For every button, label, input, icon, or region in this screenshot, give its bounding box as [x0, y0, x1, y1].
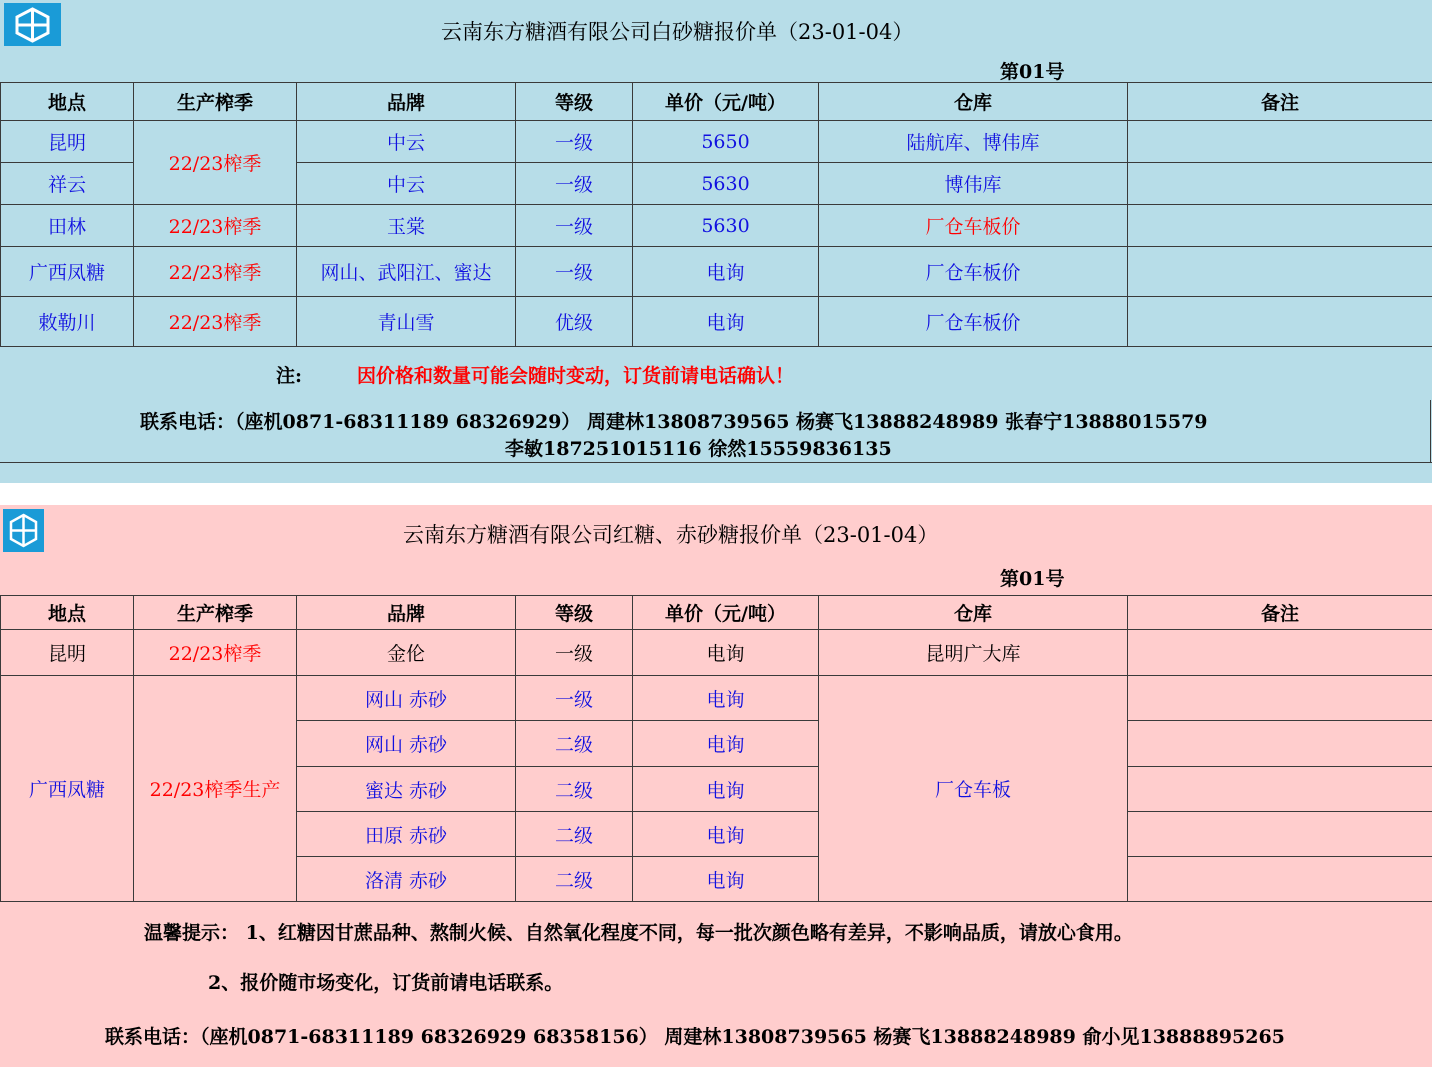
table-row: [1, 630, 1432, 676]
price-cell: 5650: [633, 121, 819, 163]
remark-cell: [1128, 630, 1432, 676]
remark-cell: [1128, 247, 1432, 297]
brown-sugar-price-sheet: [0, 505, 1432, 1067]
table-row: [1, 205, 1432, 247]
brand-cell: 网山、武阳江、蜜达: [297, 247, 516, 297]
season-cell: 22/23榨季: [134, 297, 297, 347]
grade-cell: 一级: [516, 163, 633, 205]
price-cell: 电询: [633, 247, 819, 297]
header-grade: 等级: [516, 596, 633, 630]
brand-cell: 田原 赤砂: [297, 812, 516, 857]
brand-cell: 中云: [297, 121, 516, 163]
warehouse-cell: 厂仓车板: [819, 676, 1128, 902]
price-cell: 电询: [633, 297, 819, 347]
warehouse-cell: 陆航库、博伟库: [819, 121, 1128, 163]
header-remark: 备注: [1128, 83, 1432, 121]
remark-cell: [1128, 812, 1432, 857]
price-cell: 5630: [633, 163, 819, 205]
grade-cell: 一级: [516, 247, 633, 297]
remark-cell: [1128, 676, 1432, 721]
remark-cell: [1128, 205, 1432, 247]
remark-cell: [1128, 163, 1432, 205]
brand-cell: 网山 赤砂: [297, 676, 516, 721]
white-sugar-price-table: [0, 82, 1432, 347]
grade-cell: 二级: [516, 857, 633, 902]
sheet-title: 云南东方糖酒有限公司白砂糖报价单（23-01-04）: [441, 20, 914, 44]
location-cell: 广西凤糖: [1, 676, 134, 902]
table-header-row: [1, 596, 1432, 630]
header-warehouse: 仓库: [819, 83, 1128, 121]
grade-cell: 一级: [516, 630, 633, 676]
tip-line-2: 2、报价随市场变化，订货前请电话联系。: [208, 972, 564, 994]
header-price: 单价（元/吨）: [633, 596, 819, 630]
price-cell: 电询: [633, 857, 819, 902]
remark-cell: [1128, 767, 1432, 812]
price-cell: 电询: [633, 676, 819, 721]
white-sugar-price-sheet: [0, 0, 1432, 483]
remark-cell: [1128, 121, 1432, 163]
warehouse-cell: 厂仓车板价: [819, 205, 1128, 247]
warehouse-cell: 厂仓车板价: [819, 297, 1128, 347]
grade-cell: 一级: [516, 205, 633, 247]
warehouse-cell: 厂仓车板价: [819, 247, 1128, 297]
warehouse-cell: 昆明广大库: [819, 630, 1128, 676]
header-brand: 品牌: [297, 596, 516, 630]
brand-cell: 洛清 赤砂: [297, 857, 516, 902]
price-cell: 电询: [633, 630, 819, 676]
contact-line-2: 李敏187251015116 徐然15559836135: [505, 438, 892, 460]
season-cell: 22/23榨季: [134, 121, 297, 205]
header-warehouse: 仓库: [819, 596, 1128, 630]
grade-cell: 一级: [516, 121, 633, 163]
grade-cell: 一级: [516, 676, 633, 721]
brand-cell: 蜜达 赤砂: [297, 767, 516, 812]
contact-line: 联系电话：（座机0871-68311189 68326929 68358156） 周建林13808739565 杨赛飞13888248989 俞小见13888895265: [105, 1026, 1285, 1048]
company-logo-icon: [4, 3, 61, 46]
brand-cell: 网山 赤砂: [297, 721, 516, 767]
brown-sugar-price-table: [0, 595, 1432, 902]
header-season: 生产榨季: [134, 83, 297, 121]
header-brand: 品牌: [297, 83, 516, 121]
table-header-row: [1, 83, 1432, 121]
table-row: [1, 297, 1432, 347]
grade-cell: 优级: [516, 297, 633, 347]
location-cell: 昆明: [1, 630, 134, 676]
price-cell: 5630: [633, 205, 819, 247]
header-price: 单价（元/吨）: [633, 83, 819, 121]
contact-line-1: 联系电话：（座机0871-68311189 68326929） 周建林13808739565 杨赛飞13888248989 张春宁13888015579: [140, 411, 1208, 433]
table-row: [1, 676, 1432, 721]
header-location: 地点: [1, 596, 134, 630]
header-remark: 备注: [1128, 596, 1432, 630]
brand-cell: 金伦: [297, 630, 516, 676]
remark-cell: [1128, 857, 1432, 902]
price-cell: 电询: [633, 812, 819, 857]
brand-cell: 中云: [297, 163, 516, 205]
grade-cell: 二级: [516, 812, 633, 857]
bottom-border: [0, 462, 1432, 463]
note-text: 因价格和数量可能会随时变动，订货前请电话确认！: [357, 365, 795, 387]
price-cell: 电询: [633, 767, 819, 812]
season-cell: 22/23榨季: [134, 205, 297, 247]
price-cell: 电询: [633, 721, 819, 767]
brand-cell: 玉棠: [297, 205, 516, 247]
location-cell: 祥云: [1, 163, 134, 205]
grade-cell: 二级: [516, 767, 633, 812]
season-cell: 22/23榨季生产: [134, 676, 297, 902]
header-grade: 等级: [516, 83, 633, 121]
season-cell: 22/23榨季: [134, 247, 297, 297]
location-cell: 昆明: [1, 121, 134, 163]
serial-number: 第01号: [1000, 61, 1065, 83]
company-logo-icon: [3, 509, 44, 552]
brand-cell: 青山雪: [297, 297, 516, 347]
location-cell: 敕勒川: [1, 297, 134, 347]
table-row: [1, 247, 1432, 297]
warehouse-cell: 博伟库: [819, 163, 1128, 205]
location-cell: 广西凤糖: [1, 247, 134, 297]
table-row: [1, 121, 1432, 163]
right-border: [1430, 400, 1431, 462]
location-cell: 田林: [1, 205, 134, 247]
season-cell: 22/23榨季: [134, 630, 297, 676]
remark-cell: [1128, 297, 1432, 347]
header-season: 生产榨季: [134, 596, 297, 630]
remark-cell: [1128, 721, 1432, 767]
serial-number: 第01号: [1000, 568, 1065, 590]
note-label: 注:: [276, 365, 303, 387]
sheet-title: 云南东方糖酒有限公司红糖、赤砂糖报价单（23-01-04）: [403, 523, 939, 547]
header-location: 地点: [1, 83, 134, 121]
grade-cell: 二级: [516, 721, 633, 767]
tip-line-1: 温馨提示： 1、红糖因甘蔗品种、熬制火候、自然氧化程度不同，每一批次颜色略有差异，不影响品质，请放心食用。: [144, 922, 1133, 944]
